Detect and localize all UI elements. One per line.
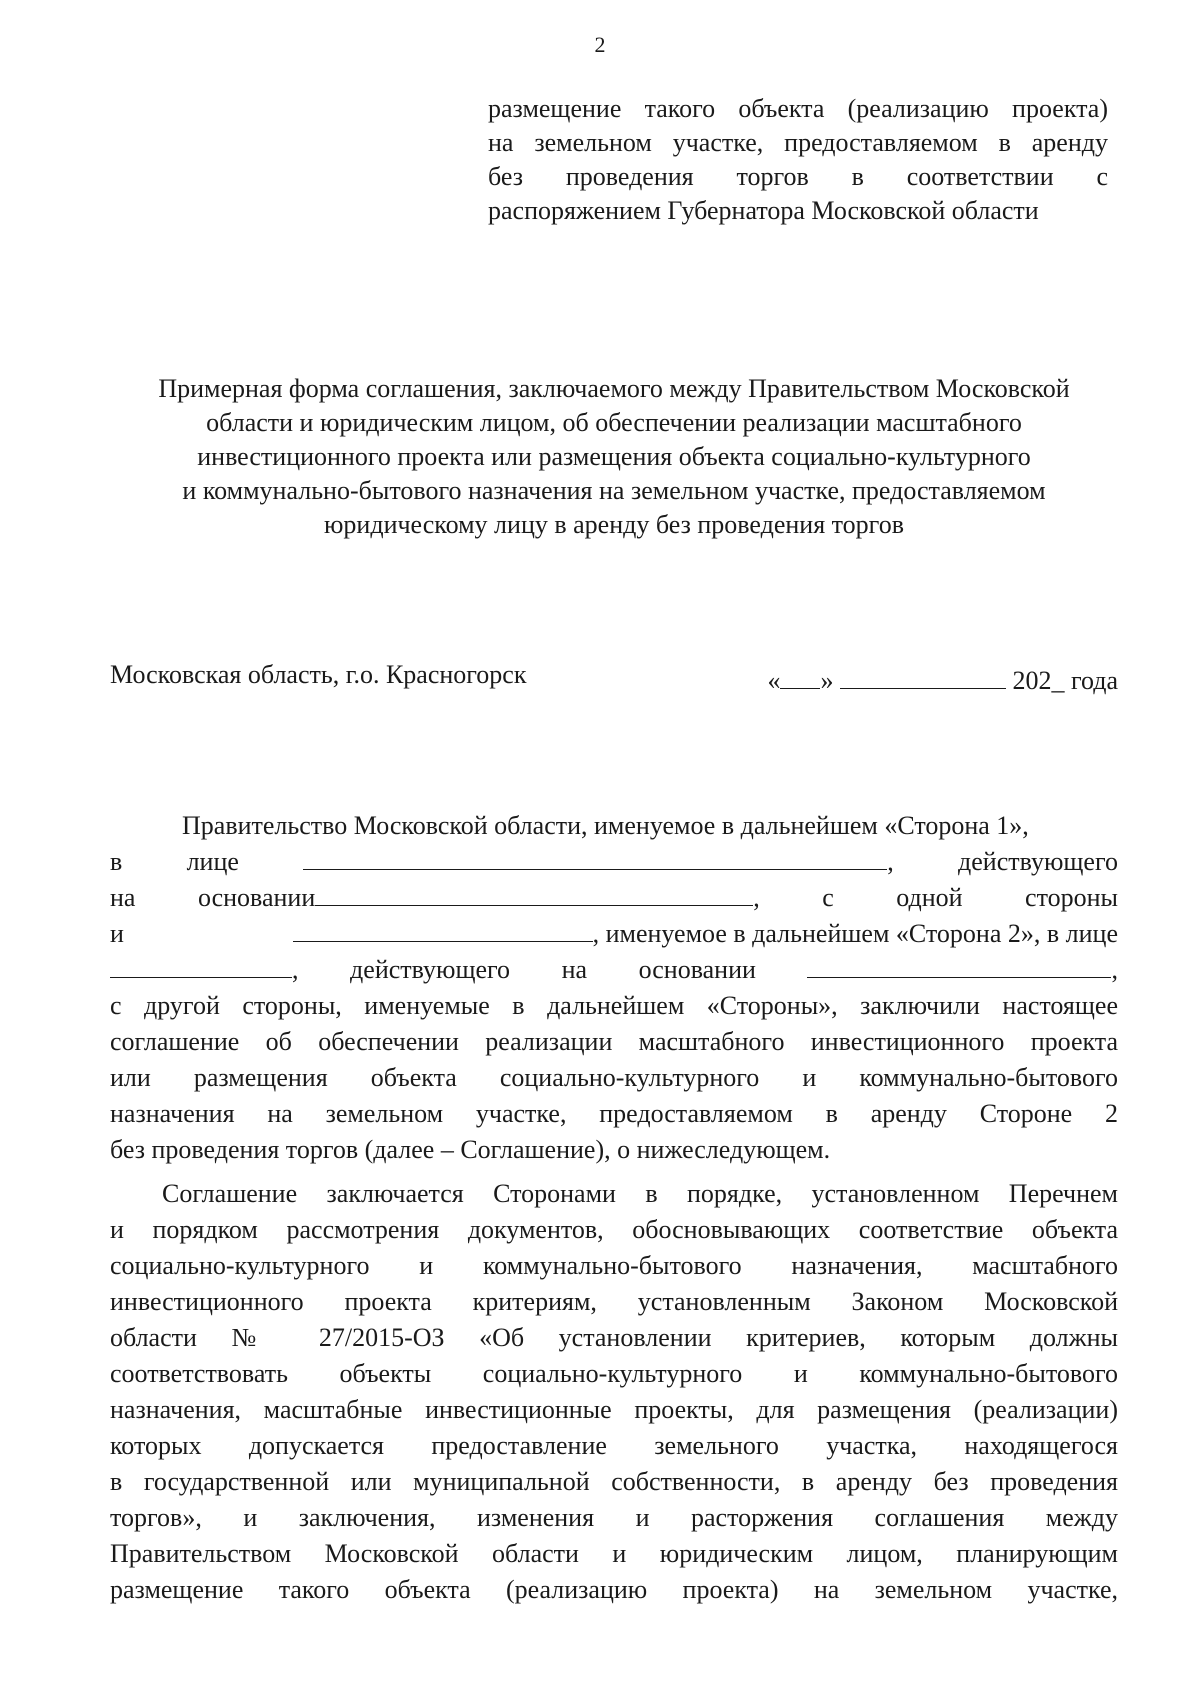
para2-line: социально-культурного и коммунально-бытового назначения, масштабного (110, 1251, 1118, 1280)
word: с (822, 883, 834, 912)
title-line: юридическому лицу в аренду без проведения торгов (324, 510, 904, 539)
word: основании (197, 883, 316, 912)
para1-text: Правительство Московской области, именуемое в дальнейшем «Сторона 1», (182, 811, 1029, 840)
para1-line: с другой стороны, именуемые в дальнейшем «Стороны», заключили настоящее (110, 991, 1118, 1020)
punct: , (887, 847, 894, 876)
punct: , (292, 955, 299, 984)
word: в (110, 847, 123, 876)
para1-line (110, 952, 1118, 988)
para2-line: Правительством Московской области и юридическим лицом, планирующим (110, 1539, 1118, 1568)
para1-line (110, 880, 1118, 916)
para2-line: размещение такого объекта (реализацию проекта) на земельном участке, (110, 1575, 1118, 1604)
header-line: на земельном участке, предоставляемом в аренду (488, 128, 1108, 157)
para1-line (110, 808, 1118, 844)
word: на (110, 883, 136, 912)
para1-line (110, 844, 1118, 880)
day-blank (780, 664, 820, 689)
para2-line: в государственной или муниципальной собственности, в аренду без проведения (110, 1467, 1118, 1496)
date-close-quote: » (820, 666, 834, 695)
blank-line (293, 919, 593, 942)
para1-line: назначения на земельном участке, предоставляемом в аренду Стороне 2 (110, 1099, 1118, 1128)
blank-line (303, 847, 887, 870)
rep2-field (110, 952, 299, 988)
month-blank (840, 664, 1006, 689)
para2-line: Соглашение заключается Сторонами в порядке, установленном Перечнем (162, 1179, 1118, 1208)
para1-line: без проведения торгов (далее – Соглашение), о нижеследующем. (110, 1135, 831, 1164)
representative-field (303, 844, 894, 880)
date-year: 202_ года (1012, 666, 1118, 695)
document-title (108, 372, 1120, 542)
header-line: без проведения торгов в соответствии с (488, 162, 1108, 191)
para1-line: соглашение об обеспечении реализации масштабного инвестиционного проекта (110, 1027, 1118, 1056)
word: действующего (958, 847, 1118, 876)
para2-line: которых допускается предоставление земельного участка, находящегося (110, 1431, 1118, 1460)
para2-line: области № 27/2015-ОЗ «Об установлении критериев, которым должны (110, 1323, 1118, 1352)
title-line: Примерная форма соглашения, заключаемого между Правительством Московской (158, 374, 1070, 403)
blank-line (807, 955, 1111, 978)
para2-line: инвестиционного проекта критериям, установленным Законом Московской (110, 1287, 1118, 1316)
word: и (110, 919, 124, 948)
para2-line: назначения, масштабные инвестиционные проекты, для размещения (реализации) (110, 1395, 1118, 1424)
punct: , (1111, 955, 1118, 984)
para1-line (110, 916, 1118, 952)
signing-date (767, 664, 1118, 696)
agreement-body (110, 808, 1118, 1608)
word: на (561, 955, 588, 984)
punct: , (753, 883, 760, 912)
title-line: области и юридическим лицом, об обеспечении реализации масштабного (206, 408, 1022, 437)
title-line: инвестиционного проекта или размещения объекта социально-культурного (197, 442, 1031, 471)
basis-field (198, 880, 760, 916)
para2-line: торгов», и заключения, изменения и расторжения соглашения между (110, 1503, 1118, 1532)
word: одной (896, 883, 963, 912)
header-line: распоряжением Губернатора Московской области (488, 196, 1039, 225)
party2-field (293, 916, 1118, 952)
signing-place: Московская область, г.о. Красногорск (110, 660, 527, 689)
para2-line: соответствовать объекты социально-культурного и коммунально-бытового (110, 1359, 1118, 1388)
date-open-quote: « (767, 666, 781, 695)
word: лице (186, 847, 239, 876)
header-line: размещение такого объекта (реализацию проекта) (488, 94, 1108, 123)
word: действующего (350, 955, 511, 984)
para2-line: и порядком рассмотрения документов, обосновывающих соответствие объекта (110, 1215, 1118, 1244)
word: основании (638, 955, 756, 984)
blank-line (110, 955, 292, 978)
para1-text: , именуемое в дальнейшем «Сторона 2», в лице (592, 919, 1118, 948)
word: стороны (1025, 883, 1118, 912)
approval-header (488, 92, 1108, 228)
title-line: и коммунально-бытового назначения на земельном участке, предоставляемом (182, 476, 1046, 505)
basis2-field (807, 952, 1118, 988)
page-number: 2 (594, 32, 606, 57)
para1-line: или размещения объекта социально-культурного и коммунально-бытового (110, 1063, 1118, 1092)
blank-line (315, 883, 753, 906)
